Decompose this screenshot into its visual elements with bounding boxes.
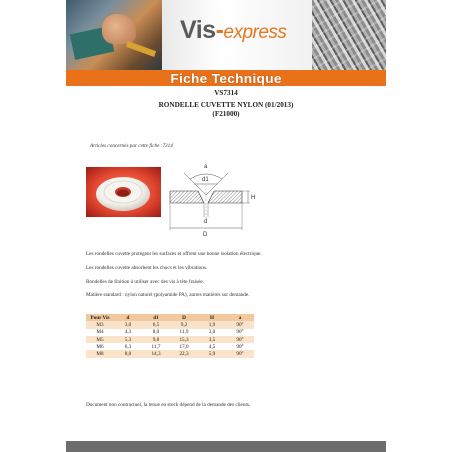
washer-hole-shadow [117, 190, 129, 197]
table-row [86, 343, 254, 350]
table-row [86, 350, 254, 357]
cell-vis: M5 [86, 336, 114, 343]
washer-section-left [170, 191, 204, 203]
cell-vis: M4 [86, 329, 114, 336]
logo-area [162, 0, 312, 70]
cell-d1: 8,0 [142, 329, 170, 336]
logo-name: Vis [180, 16, 216, 44]
cell-vis: M6 [86, 343, 114, 350]
cell-D: 22,3 [170, 350, 198, 357]
cell-d: 5,3 [114, 336, 142, 343]
cell-d: 4,3 [114, 329, 142, 336]
table-row [86, 321, 254, 328]
title-line-1: RONDELLE CUVETTE NYLON (01/2013) [158, 101, 294, 109]
description-1: Les rondelles cuvette protègent les surfaces et offrent une bonne isolation électrique. [86, 251, 262, 257]
cell-H: 3,5 [198, 336, 226, 343]
table-row [86, 329, 254, 336]
electronics-photo [66, 0, 162, 70]
cell-d: 6,3 [114, 343, 142, 350]
fiche-technique-banner [66, 70, 386, 86]
dimensions-table [86, 314, 254, 358]
disclaimer-note: Document non contractuel, la tenue en stock dépend de la demande des clients. [86, 402, 251, 408]
cell-H: 5,9 [198, 350, 226, 357]
cell-a: 90° [226, 321, 254, 328]
header-a: a [226, 314, 254, 321]
washer-section-right [208, 191, 242, 203]
cell-d: 8,0 [114, 350, 142, 357]
cell-H: 4,5 [198, 343, 226, 350]
header-banner [66, 0, 386, 70]
articles-concerned: Articles concernés par cette fiche :7314 [90, 143, 173, 149]
logo-suffix: express [223, 22, 287, 43]
technical-sheet [66, 0, 386, 452]
description-2: Les rondelles cuvette absorbent les chocs et les vibrations. [86, 265, 208, 271]
screws-photo [312, 0, 386, 70]
table-header-row [86, 314, 254, 321]
cell-d1: 14,3 [142, 350, 170, 357]
wire-shape [126, 41, 156, 57]
product-reference: VS7314 [214, 89, 238, 97]
cell-D: 17,0 [170, 343, 198, 350]
title-line-2: (F21000) [212, 110, 240, 118]
cell-d1: 6,5 [142, 321, 170, 328]
washer-photo [86, 167, 161, 217]
cell-vis: M8 [86, 350, 114, 357]
cell-a: 90° [226, 343, 254, 350]
cell-vis: M3 [86, 321, 114, 328]
header-d: d [114, 314, 142, 321]
cell-D: 9,2 [170, 321, 198, 328]
header-H: H [198, 314, 226, 321]
product-title [66, 101, 386, 119]
cell-a: 90° [226, 350, 254, 357]
cell-d: 3,0 [114, 321, 142, 328]
label-a: a [204, 164, 208, 170]
cell-H: 1,9 [198, 321, 226, 328]
cell-H: 3,0 [198, 329, 226, 336]
description-4: Matière standard : nylon naturel (polyamide PA), autres matières sur demande. [86, 292, 250, 298]
description-3: Rondelles de finition à utiliser avec des vis à tête fraisée. [86, 279, 204, 285]
vis-express-logo [180, 16, 286, 45]
cell-D: 11,9 [170, 329, 198, 336]
header-d1: d1 [142, 314, 170, 321]
header-pour-vis: Pour Vis [86, 314, 114, 321]
cell-D: 15,3 [170, 336, 198, 343]
banner-label: Fiche Technique [170, 70, 282, 86]
technical-drawing [158, 157, 258, 241]
label-d: d [204, 219, 208, 225]
cell-a: 90° [226, 329, 254, 336]
cell-a: 90° [226, 336, 254, 343]
header-D: D [170, 314, 198, 321]
table-row [86, 336, 254, 343]
footer-bar [66, 441, 386, 452]
label-h: H [251, 195, 256, 201]
label-D: D [203, 232, 208, 238]
logo-dash: - [215, 16, 224, 44]
hand-shape [102, 14, 136, 44]
cell-d1: 11,7 [142, 343, 170, 350]
label-d1: d1 [202, 177, 209, 183]
cell-d1: 9,8 [142, 336, 170, 343]
